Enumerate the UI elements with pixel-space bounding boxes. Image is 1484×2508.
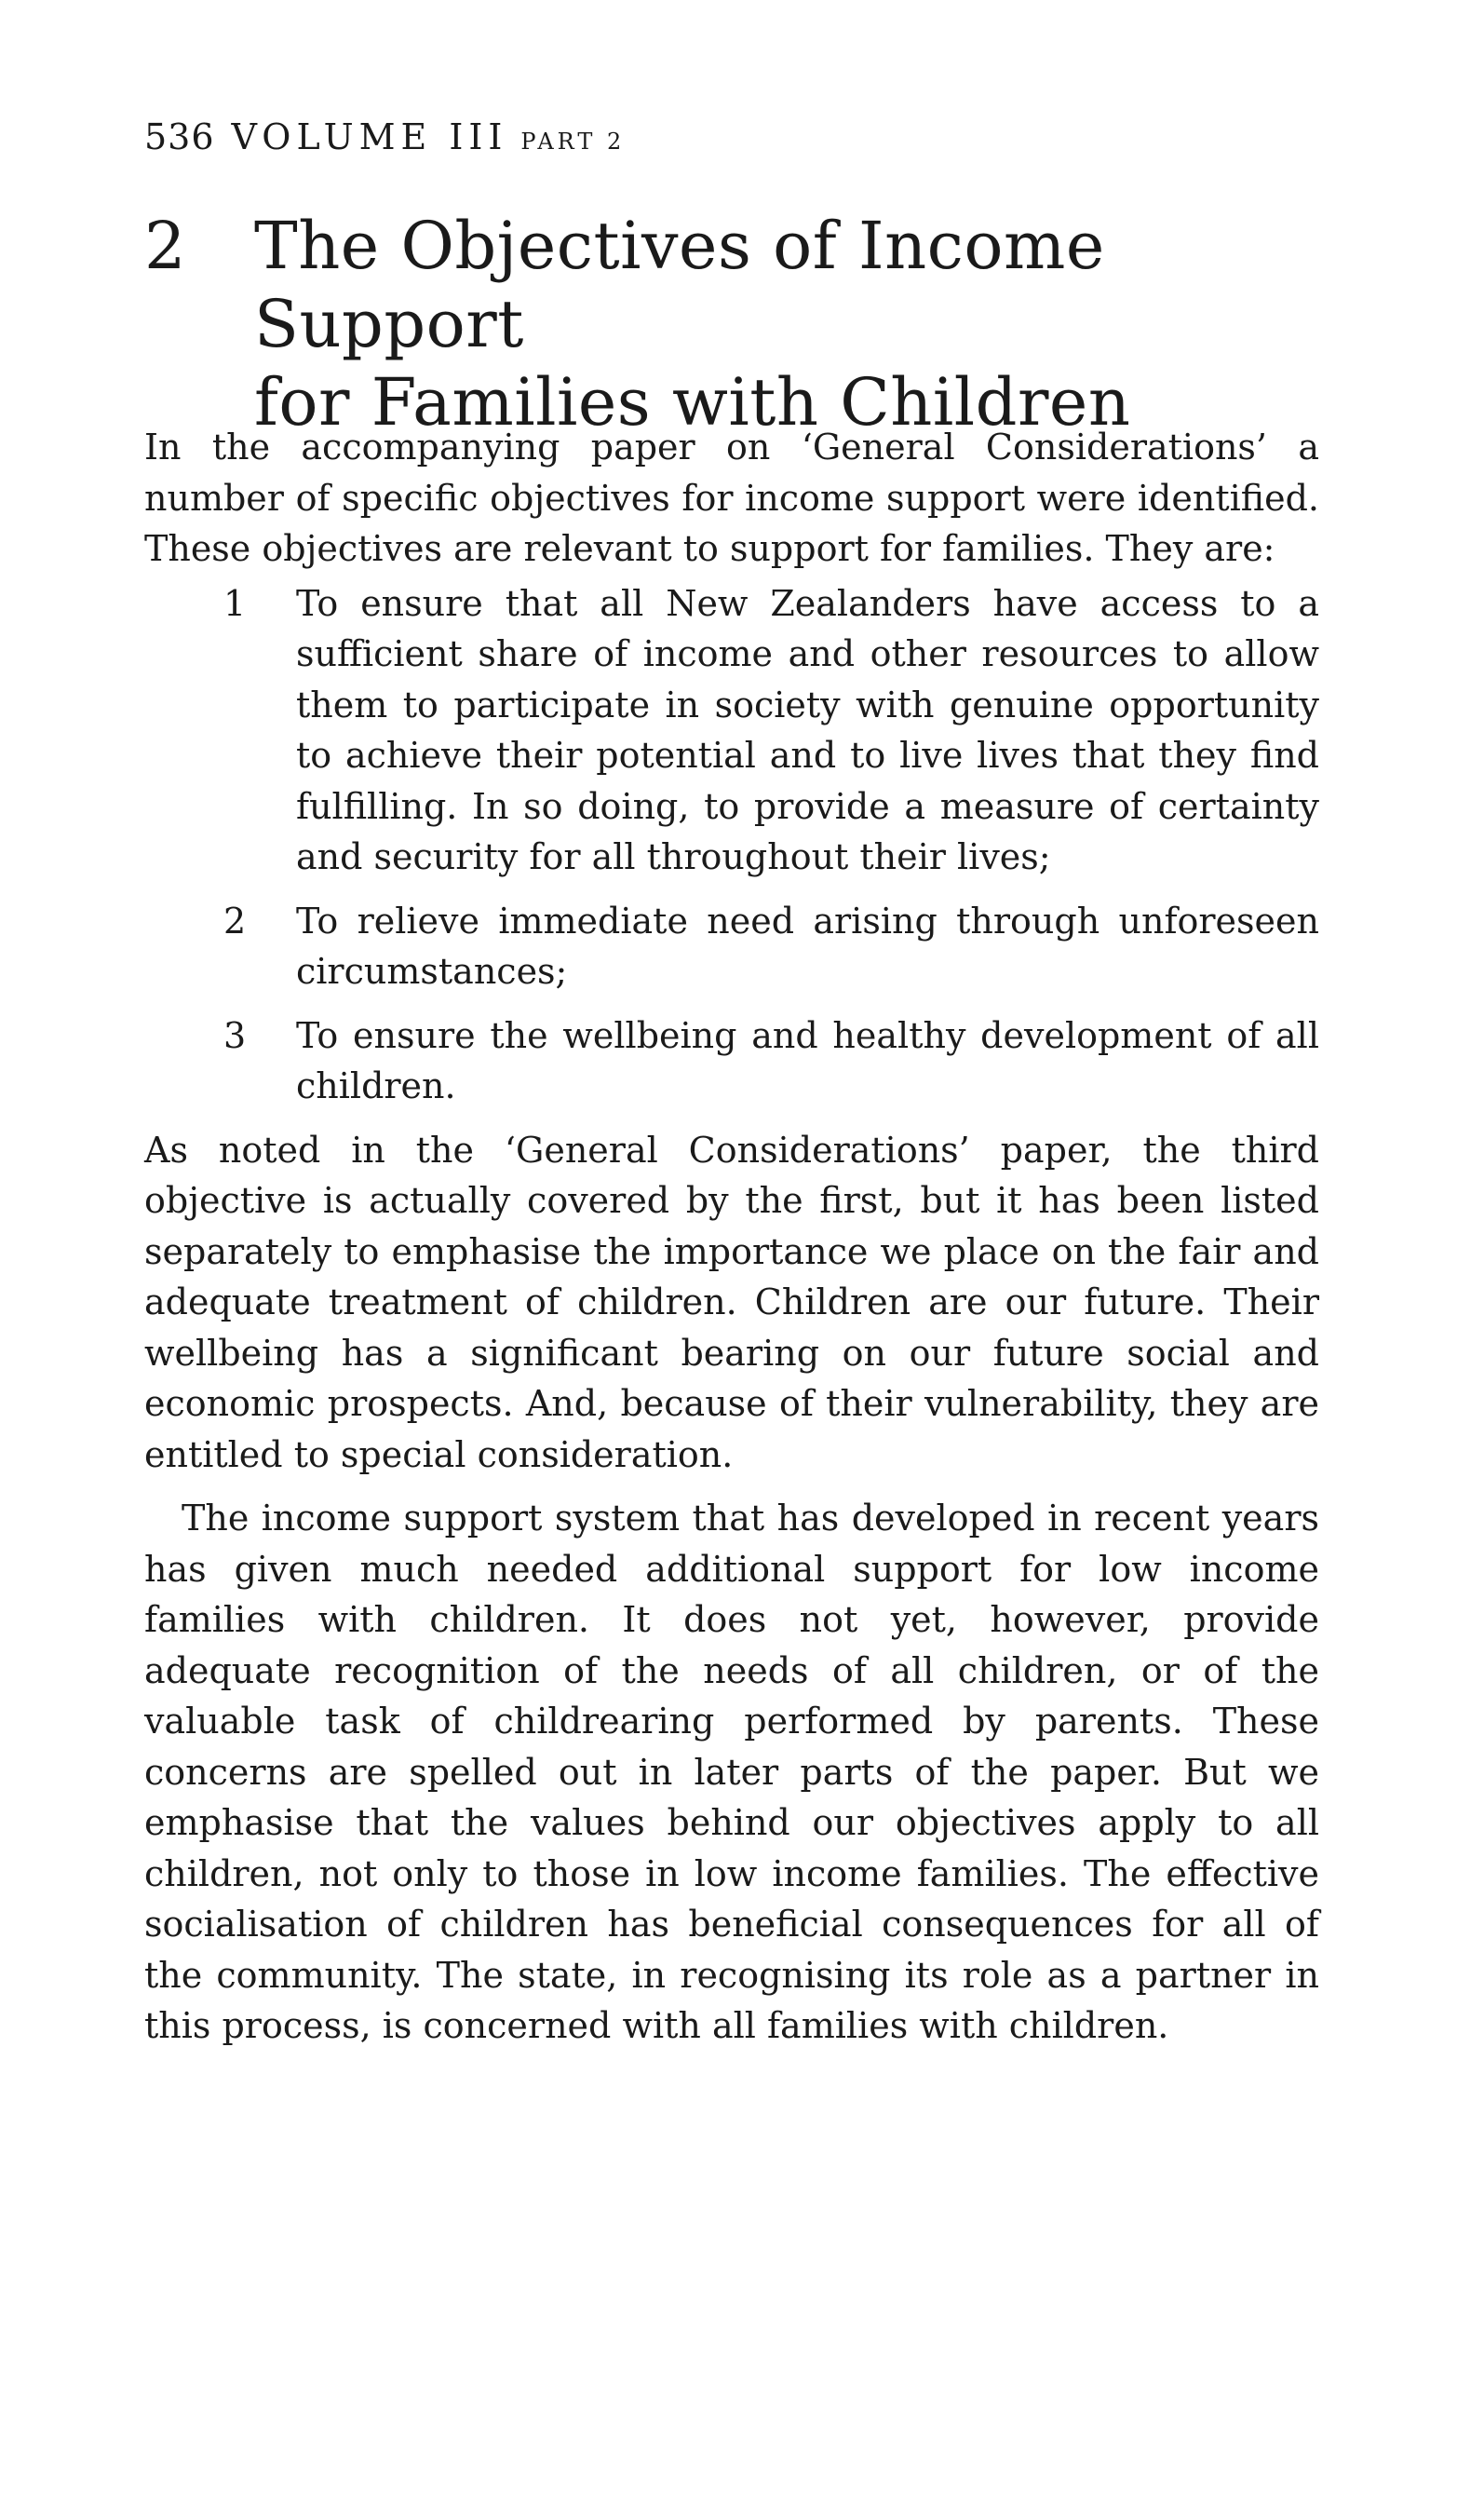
list-item: [144, 578, 1319, 883]
intro-paragraph: In the accompanying paper on ‘General Considerations’ a number of specific objectives for income support were identified. These objectives are relevant to support for families. They are:: [144, 427, 1319, 569]
list-item: [144, 1010, 1319, 1112]
part-label: PART 2: [520, 129, 626, 155]
objective-number: 1: [223, 582, 247, 624]
chapter-number: 2: [144, 208, 186, 284]
objective-number: 3: [223, 1014, 247, 1056]
objective-number: 2: [223, 900, 247, 942]
page-number: 536: [144, 116, 215, 157]
objective-text: To ensure that all New Zealanders have access to a sufficient share of income and other resources to allow them to participate in society with genuine opportunity to achieve their potential and to live lives that they find fulfilling. In so doing, to provide a measure of certainty and security for all throughout their lives;: [296, 582, 1319, 877]
paragraph-general-considerations: As noted in the ‘General Considerations’ paper, the third objective is actually covered by the first, but it has been listed separately to emphasise the importance we place on the fair and adequate treatment of children. Children are our future. Their wellbeing has a significant bearing on our future social and economic prospects. And, because of their vulnerability, they are entitled to special consideration.: [144, 1129, 1319, 1475]
objectives-list: [144, 578, 1319, 1112]
paragraph-income-support-system: The income support system that has developed in recent years has given much needed additional support for low income families with children. It does not yet, however, provide adequate recognition of the needs of all children, or of the valuable task of childrearing performed by parents. These concerns are spelled out in later parts of the paper. But we emphasise that the values behind our objectives apply to all children, not only to those in low income families. The effective socialisation of children has beneficial consequences for all of the community. The state, in recognising its role as a partner in this process, is concerned with all families with children.: [144, 1498, 1319, 2046]
body-text: [144, 422, 1319, 2052]
objective-text: To ensure the wellbeing and healthy development of all children.: [296, 1014, 1319, 1106]
chapter-title: The Objectives of Income Support for Families with Children: [254, 208, 1131, 441]
list-item: [144, 896, 1319, 997]
volume-label: VOLUME III: [231, 116, 508, 157]
running-header: [144, 116, 625, 157]
objective-text: To relieve immediate need arising through unforeseen circumstances;: [296, 900, 1319, 992]
